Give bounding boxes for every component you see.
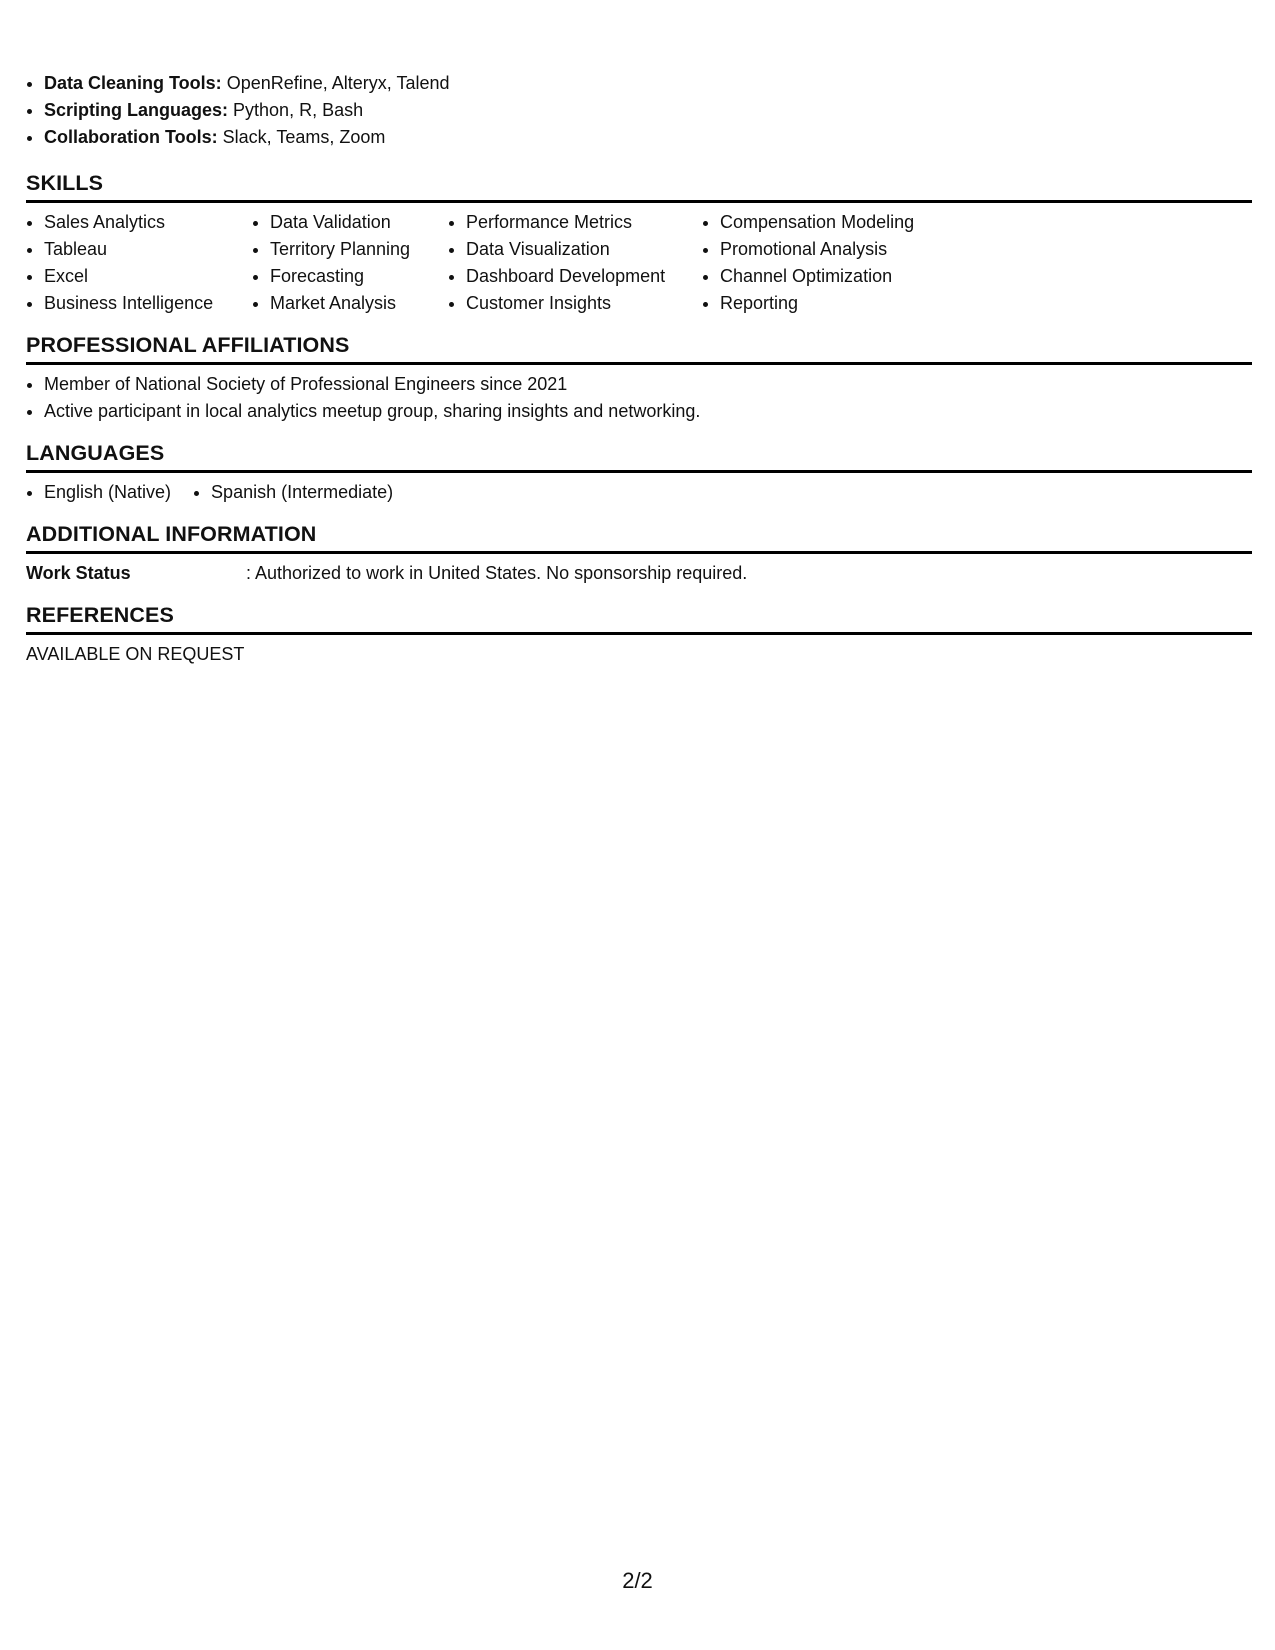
skill-item: • Tableau <box>44 236 248 263</box>
tools-value: OpenRefine, Alteryx, Talend <box>221 73 450 93</box>
skills-column-1 <box>26 209 248 317</box>
skills-column-4 <box>702 209 980 317</box>
languages-row <box>26 479 1252 506</box>
tools-list-item <box>44 70 1252 97</box>
languages-section <box>26 439 1252 506</box>
affiliation-item: • Member of National Society of Professional Engineers since 2021 <box>44 371 1252 398</box>
skills-section <box>26 169 1252 317</box>
section-title-affiliations: PROFESSIONAL AFFILIATIONS <box>26 331 1252 365</box>
skill-item: • Channel Optimization <box>720 263 980 290</box>
tools-label: Data Cleaning Tools: <box>44 73 222 93</box>
skill-item: • Data Visualization <box>466 236 698 263</box>
skill-item: • Promotional Analysis <box>720 236 980 263</box>
section-title-skills: SKILLS <box>26 169 1252 203</box>
references-section <box>26 601 1252 668</box>
tools-list-item <box>44 97 1252 124</box>
tools-list <box>26 70 1252 151</box>
page-number: 2/2 <box>622 1568 653 1593</box>
tools-value: Slack, Teams, Zoom <box>217 127 386 147</box>
section-title-references: REFERENCES <box>26 601 1252 635</box>
skills-grid <box>26 209 1252 317</box>
skills-column-3 <box>448 209 698 317</box>
skill-item: • Market Analysis <box>270 290 444 317</box>
skills-column-2 <box>252 209 444 317</box>
affiliation-item: • Active participant in local analytics meetup group, sharing insights and networking. <box>44 398 1252 425</box>
references-text: AVAILABLE ON REQUEST <box>26 644 245 664</box>
affiliations-body <box>26 371 1252 425</box>
tools-label: Scripting Languages: <box>44 100 229 120</box>
skill-item: • Data Validation <box>270 209 444 236</box>
work-status-label: Work Status <box>26 563 131 583</box>
languages-list-1 <box>26 479 171 506</box>
affiliations-list <box>26 371 1252 425</box>
affiliations-section <box>26 331 1252 425</box>
work-status-row <box>26 560 1252 587</box>
skill-item: • Excel <box>44 263 248 290</box>
skill-item: • Customer Insights <box>466 290 698 317</box>
skill-item: • Business Intelligence <box>44 290 248 317</box>
skill-item: • Territory Planning <box>270 236 444 263</box>
section-title-languages: LANGUAGES <box>26 439 1252 473</box>
tools-label: Collaboration Tools: <box>44 127 218 147</box>
tools-value: Python, R, Bash <box>228 100 364 120</box>
language-item: • Spanish (Intermediate) <box>211 479 393 506</box>
work-status-value: : Authorized to work in United States. No sponsorship required. <box>246 563 748 583</box>
resume-page <box>26 70 1252 668</box>
skill-item: • Compensation Modeling <box>720 209 980 236</box>
additional-info-section <box>26 520 1252 587</box>
section-title-additional-info: ADDITIONAL INFORMATION <box>26 520 1252 554</box>
language-item: • English (Native) <box>44 479 171 506</box>
skill-item: • Forecasting <box>270 263 444 290</box>
skill-item: • Reporting <box>720 290 980 317</box>
skill-item: • Dashboard Development <box>466 263 698 290</box>
skill-item: • Performance Metrics <box>466 209 698 236</box>
languages-list-2 <box>193 479 393 506</box>
tools-list-item <box>44 124 1252 151</box>
skill-item: • Sales Analytics <box>44 209 248 236</box>
